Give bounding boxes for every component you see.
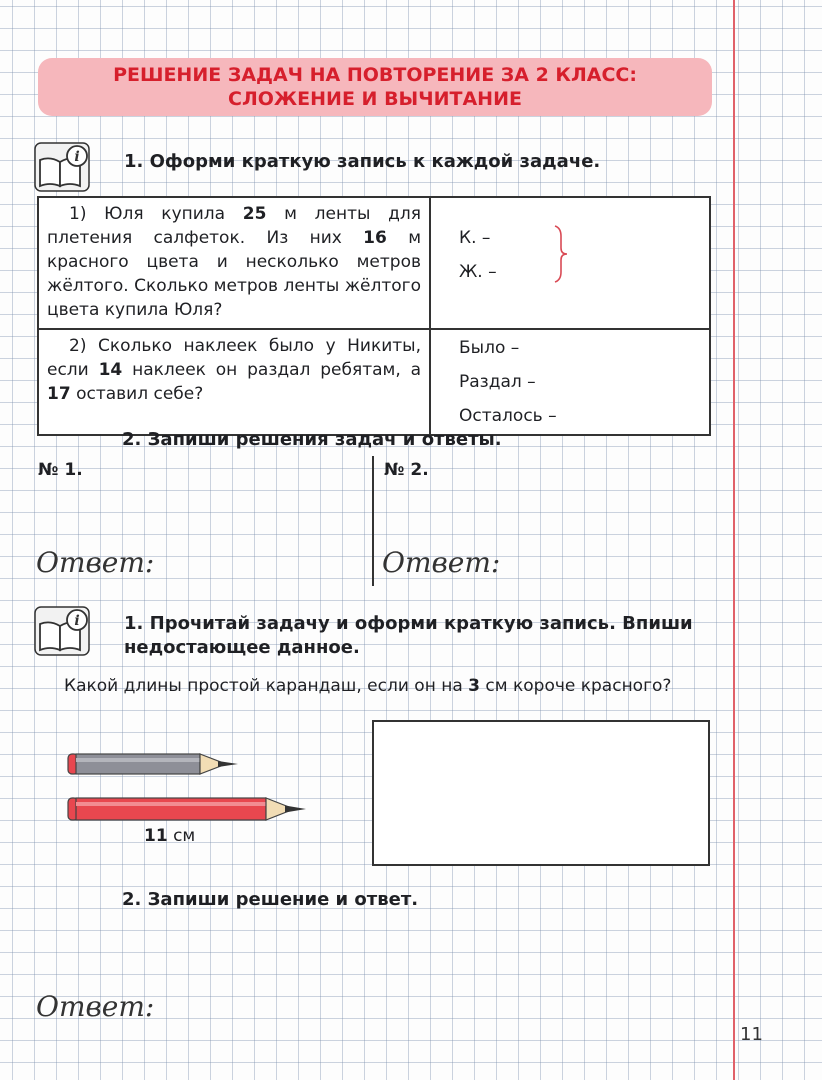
short-note-box[interactable] (372, 720, 710, 866)
solution-1-label: № 1. (38, 460, 83, 480)
table-row (38, 329, 710, 435)
answer-label-3: Ответ: (36, 990, 155, 1023)
problem-2-note[interactable] (430, 329, 710, 435)
red-pencil-length: 11 см (144, 826, 196, 846)
task2-heading: 2. Запиши решения задач и ответы. (122, 429, 502, 450)
answer-label-1: Ответ: (36, 546, 155, 579)
curly-brace-icon (553, 224, 569, 284)
answer-label-2: Ответ: (382, 546, 501, 579)
svg-text:i: i (74, 613, 80, 629)
red-pencil-icon (68, 798, 306, 820)
task3-heading-line-2: недостающее данное. (124, 637, 360, 658)
task1-heading: 1. Оформи краткую запись к каждой задаче. (124, 151, 601, 172)
title-banner (38, 58, 712, 116)
title-line-2: СЛОЖЕНИЕ И ВЫЧИТАНИЕ (228, 88, 522, 110)
problem-1-text: 1) Юля купила 25 м ленты для плетения салфеток. Из них 16 м красного цвета и несколько метров жёлтого. Сколько метров ленты жёлтого цвета купила Юля? (38, 197, 430, 329)
gray-pencil-icon (68, 754, 238, 774)
solution-divider (372, 456, 374, 586)
note-ostalos: Осталось – (459, 406, 557, 426)
table-row (38, 197, 710, 329)
page-number: 11 (740, 1024, 763, 1045)
problem-2-text: 2) Сколько наклеек было у Никиты, если 14 наклеек он раздал ребятам, а 17 оставил себе? (38, 329, 430, 435)
note-razdal: Раздал – (459, 372, 536, 392)
pencils-illustration (66, 748, 316, 828)
tasks-table (37, 196, 711, 436)
book-info-icon (34, 142, 90, 192)
problem-3-text: Какой длины простой карандаш, если он на 3 см короче красного? (64, 676, 672, 696)
note-zh: Ж. – (459, 262, 497, 282)
margin-line (733, 0, 735, 1080)
svg-text:i: i (74, 149, 80, 165)
note-bylo: Было – (459, 338, 520, 358)
problem-1-note[interactable] (430, 197, 710, 329)
task4-heading: 2. Запиши решение и ответ. (122, 889, 419, 910)
book-info-icon (34, 606, 90, 656)
note-k: К. – (459, 228, 491, 248)
task3-heading-line-1: 1. Прочитай задачу и оформи краткую запись. Впиши (124, 613, 693, 634)
solution-2-label: № 2. (384, 460, 429, 480)
title-line-1: РЕШЕНИЕ ЗАДАЧ НА ПОВТОРЕНИЕ ЗА 2 КЛАСС: (113, 64, 637, 86)
